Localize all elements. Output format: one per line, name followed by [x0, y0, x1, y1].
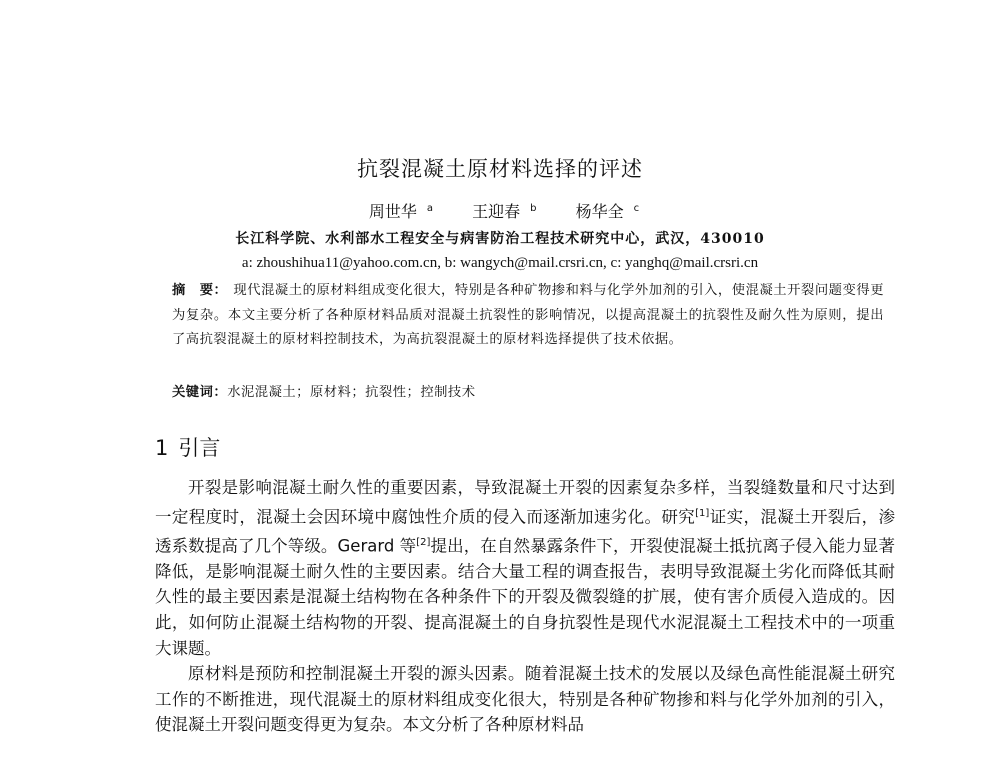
author-name: 杨华全: [575, 202, 624, 221]
section-title: 引言: [178, 436, 221, 460]
keywords-text: 水泥混凝土；原材料；抗裂性；控制技术: [227, 385, 476, 400]
author-mark: a: [426, 202, 434, 214]
author-mark: c: [633, 202, 640, 214]
paragraph-text: 证实，混凝土开裂后，渗透系数提高了几个等级。Gerard 等: [155, 507, 896, 556]
author: [361, 202, 433, 221]
paper-title: 抗裂混凝土原材料选择的评述: [357, 157, 643, 181]
author-list: [0, 199, 1000, 222]
paragraph: 原材料是预防和控制混凝土开裂的源头因素。随着混凝土技术的发展以及绿色高性能混凝土研究工作的不断推进，现代混凝土的原材料组成变化很大，特别是各种矿物掺和料与化学外加剂的引入，使混凝土开裂问题变得更为复杂。本文分析了各种原材料品: [155, 664, 895, 735]
affiliation: 长江科学院、水利部水工程安全与病害防治工程技术研究中心，武汉，430010: [235, 231, 765, 247]
author-name: 周世华: [368, 202, 417, 221]
author-name: 王迎春: [472, 202, 521, 221]
paragraph-text: 开裂是影响混凝土耐久性的重要因素，导致混凝土开裂的因素复杂多样，当裂缝数量和尺寸达到一定程度时，混凝土会因环境中腐蚀性介质的侵入而逐渐加速劣化。研究: [155, 478, 895, 527]
citation: [1]: [695, 507, 710, 519]
citation: [2]: [416, 536, 431, 548]
section-heading: [155, 432, 220, 462]
keywords: [172, 381, 884, 400]
author-mark: b: [530, 202, 537, 214]
section-number: 1: [155, 436, 169, 460]
body-text: [155, 475, 895, 738]
author: [568, 202, 640, 221]
author-emails: a: zhoushihua11@yahoo.com.cn, b: wangych@mail.crsri.cn, c: yanghq@mail.crsri.cn: [241, 255, 759, 271]
abstract: [172, 279, 884, 353]
abstract-label: 摘 要：: [172, 283, 228, 298]
author: [464, 202, 536, 221]
paragraph-text: 提出，在自然暴露条件下，开裂使混凝土抵抗离子侵入能力显著降低，是影响混凝土耐久性的主要因素。结合大量工程的调查报告，表明导致混凝土劣化而降低其耐久性的最主要因素是混凝土结构物在各种条件下的开裂及微裂缝的扩展，使有害介质侵入造成的。因此，如何防止混凝土结构物的开裂、提高混凝土的自身抗裂性是现代水泥混凝土工程技术中的一项重大课题。: [155, 536, 896, 658]
paragraph: [155, 475, 895, 661]
abstract-text: 现代混凝土的原材料组成变化很大，特别是各种矿物掺和料与化学外加剂的引入，使混凝土开裂问题变得更为复杂。本文主要分析了各种原材料品质对混凝土抗裂性的影响情况，以提高混凝土的抗裂性及耐久性为原则，提出了高抗裂混凝土的原材料控制技术，为高抗裂混凝土的原材料选择提供了技术依据。: [172, 283, 885, 347]
keywords-label: 关键词：: [172, 385, 228, 400]
